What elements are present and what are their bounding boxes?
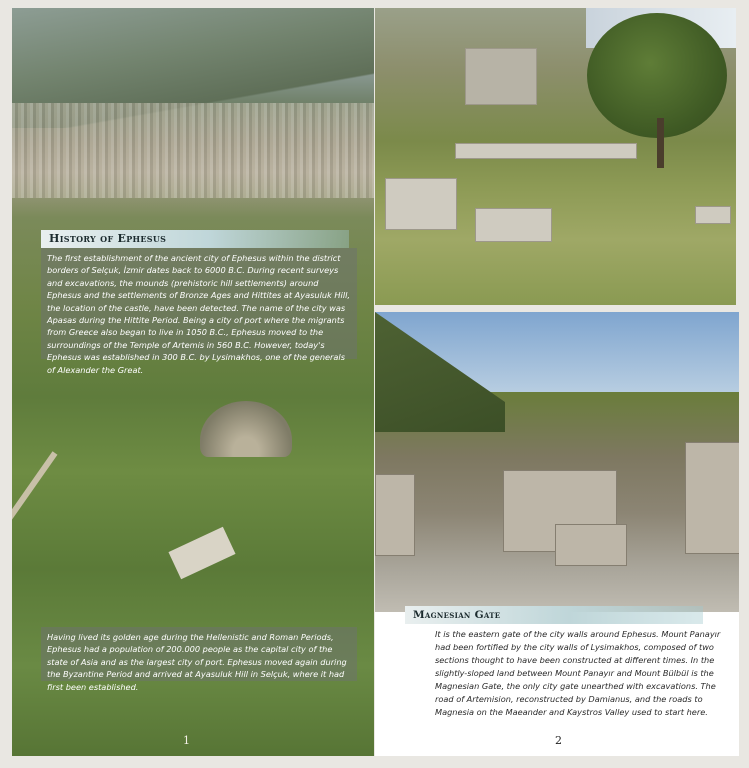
golden-age-text: Having lived its golden age during the Hellenistic and Roman Periods, Ephesus had a population of 200.000 people as the capital city of the state of Asia and as the largest city of port. Ephesus moved again during the Byzantine Period and arrived at Ayasuluk Hill in Selçuk, where it had first been established.: [41, 627, 357, 681]
gate-ruin-tower: [685, 442, 739, 554]
road-photo-area: [12, 451, 57, 577]
tree-trunk: [657, 118, 664, 168]
ruins-photo-area: [168, 527, 235, 580]
aerial-photo-page: [12, 8, 374, 756]
magnesian-gate-text: It is the eastern gate of the city walls around Ephesus. Mount Panayır had been fortified by the city walls of Lysimakhos, composed of two sections thought to have been constructed at different times. In the slightly-sloped land between Mount Panayır and Mount Bülbül is the Magnesian Gate, the only city gate unearthed with excavations. The road of Artemision, reconstructed by Damianus, and the roads to Magnesia on the Maeander and Kaystros Valley used to start here.: [435, 629, 721, 717]
stone-block: [475, 208, 552, 242]
page-number-right: 2: [555, 734, 562, 747]
history-heading: History of Ephesus: [41, 230, 349, 248]
theater-photo-area: [200, 401, 292, 457]
magnesian-gate-heading: Magnesian Gate: [405, 606, 703, 624]
magnesian-gate-page: [375, 312, 739, 756]
stone-block: [455, 143, 637, 159]
stone-block: [695, 206, 731, 224]
gate-ruin-pillar: [375, 474, 415, 556]
stone-block: [385, 178, 457, 230]
ruins-photo-top: [375, 8, 736, 305]
ruin-arch: [465, 48, 537, 105]
gate-ruin-block: [555, 524, 627, 566]
page-number-left: 1: [183, 734, 190, 747]
history-text: The first establishment of the ancient city of Ephesus within the district borders of Selçuk, İzmir dates back to 6000 B.C. During recent surveys and excavations, the mounds (prehistoric hill settlements) around Ephesus and the settlements of Bronze Ages and Hittites at Ayasuluk Hill, the location of the castle, have been detected. The name of the city was Apasas during the Hittite Period. Being a city of port where the migrants from Greece also began to live in 1050 B.C., Ephesus moved to the surroundings of the Temple of Artemis in 560 B.C. However, today's Ephesus was established in 300 B.C. by Lysimakhos, one of the generals of Alexander the Great.: [41, 248, 357, 359]
town-photo-area: [12, 103, 374, 198]
